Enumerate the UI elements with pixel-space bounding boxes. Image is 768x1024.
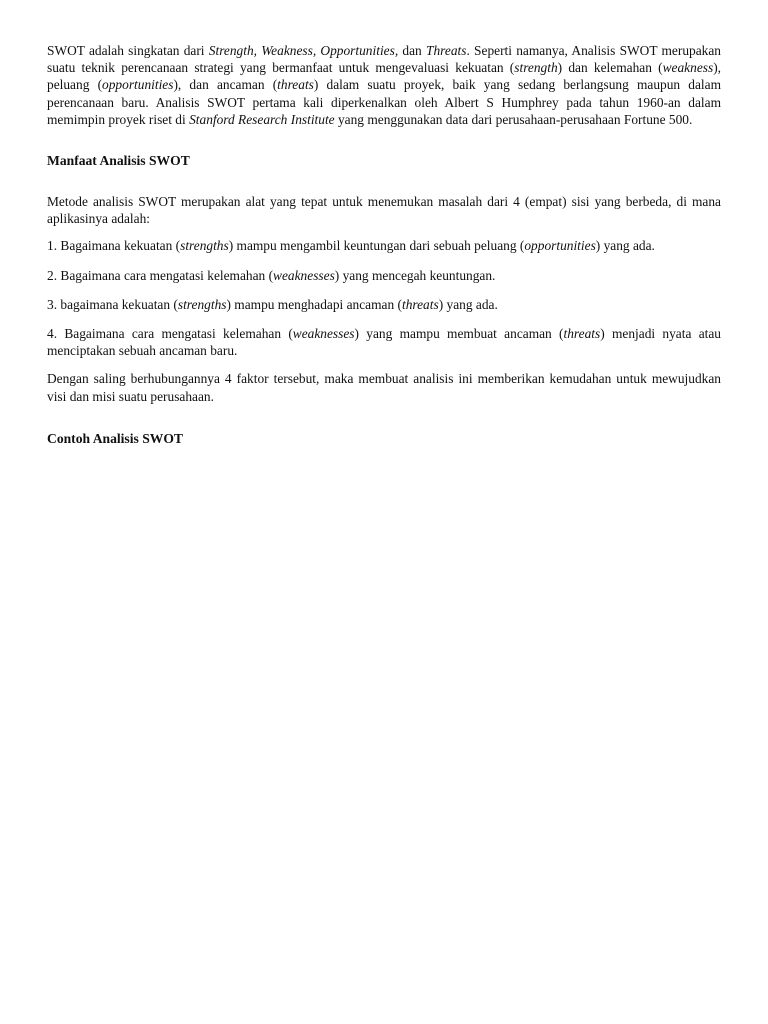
text-run: ) dan kelemahan ( [557,60,663,76]
text-run: ) yang ada. [438,296,498,312]
italic-term: weakness [662,60,714,76]
text-run: ) mampu mengambil keuntungan dari sebuah peluang ( [228,238,525,254]
text-run: 3. bagaimana kekuatan ( [47,296,178,312]
text-run: 1. Bagaimana kekuatan ( [47,238,181,254]
text-run: ) dalam suatu proyek, baik yang sedang berlangsung maupun dalam perencanaan baru. Analisis SWOT pertama kali diperkenalkan oleh Albert S Humphrey pada tahun 1960-an dalam memimpin proyek riset di [47,77,721,127]
text-run: dan [398,43,427,58]
list-item [47,296,721,313]
italic-term: strengths [180,238,229,254]
italic-term: strengths [177,296,227,312]
italic-term: Threats [426,43,467,58]
list-item [47,325,721,359]
italic-term: Stanford Research Institute [189,111,335,127]
text-run: ) mampu menghadapi ancaman ( [226,296,402,312]
metode-paragraph: Metode analisis SWOT merupakan alat yang tepat untuk menemukan masalah dari 4 (empat) sisi yang berbeda, di mana aplikasinya adalah: [47,194,721,227]
intro-paragraph [47,42,721,128]
italic-term: threats [401,296,439,312]
text-run: yang menggunakan data dari perusahaan-perusahaan Fortune 500. [334,111,693,127]
italic-term: weaknesses [273,267,335,283]
text-run: ), peluang ( [47,60,721,93]
italic-term: opportunities [524,238,596,254]
text-run: ) menjadi nyata atau menciptakan sebuah ancaman baru. [47,326,721,359]
text-run: 4. Bagaimana cara mengatasi kelemahan ( [47,326,293,342]
section-heading-manfaat: Manfaat Analisis SWOT [47,153,190,169]
section-heading-contoh: Contoh Analisis SWOT [47,430,183,446]
text-run: . Seperti namanya, Analisis SWOT merupakan suatu teknik perencanaan strategi yang bermanfaat untuk mengevaluasi kekuatan ( [47,43,721,76]
text-run: 2. Bagaimana cara mengatasi kelemahan ( [47,267,274,283]
text-run: ) yang mampu membuat ancaman ( [354,326,564,342]
italic-term: opportunities [102,77,174,93]
list-item [47,267,721,284]
text-run: ) yang ada. [595,238,655,254]
italic-term: threats [277,77,314,93]
text-run: ) yang mencegah keuntungan. [334,267,496,283]
italic-term: threats [563,326,601,342]
conclusion-paragraph: Dengan saling berhubungannya 4 faktor tersebut, maka membuat analisis ini memberikan kemudahan untuk mewujudkan visi dan misi suatu perusahaan. [47,371,721,404]
list-item [47,237,721,254]
text-run: ), dan ancaman ( [173,77,278,93]
italic-term: strength [514,60,558,76]
italic-term: Strength, Weakness, Opportunities, [208,43,399,58]
italic-term: weaknesses [292,326,355,342]
text-run: SWOT adalah singkatan dari [47,43,209,58]
